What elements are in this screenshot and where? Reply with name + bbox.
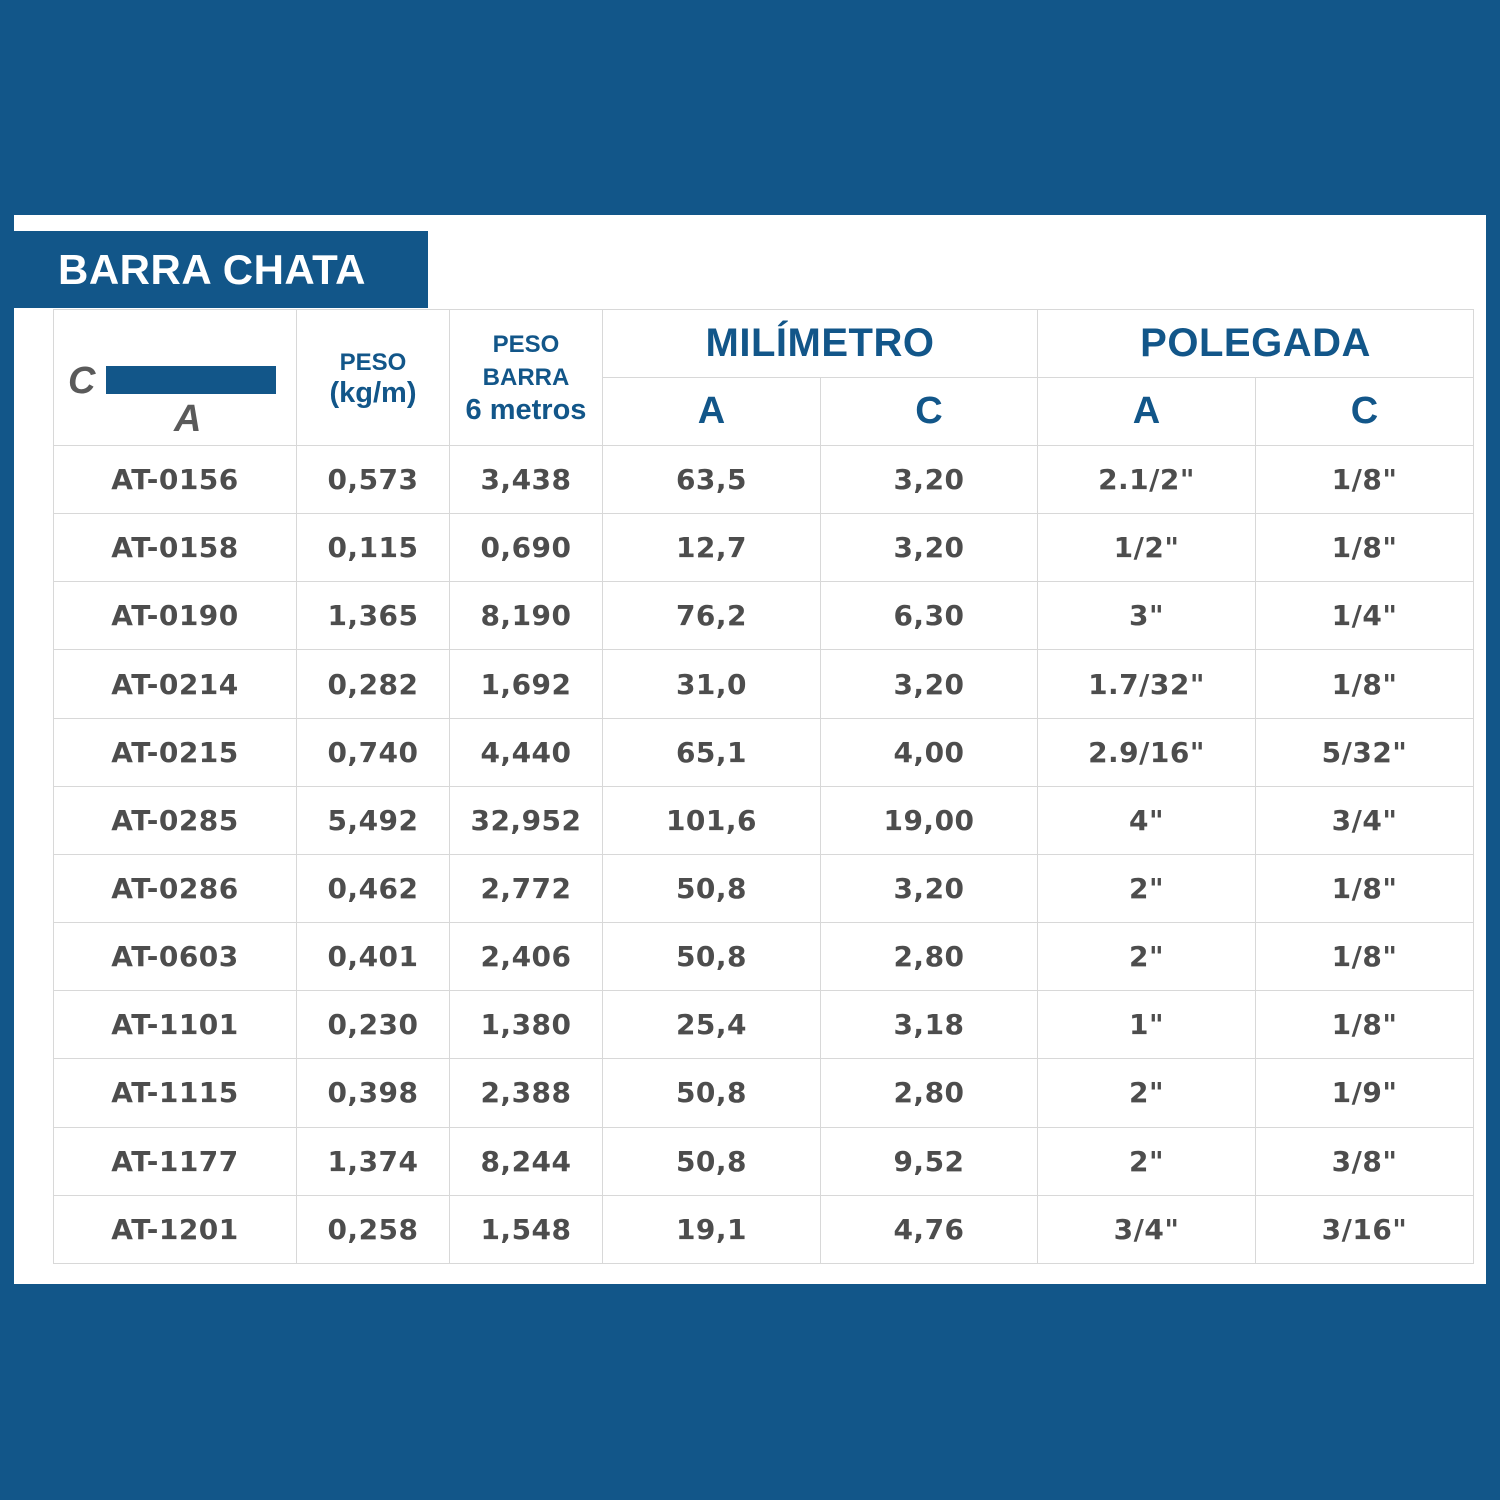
cell-code: AT-0190 [54,582,297,650]
cell-mm-c: 3,20 [821,446,1038,514]
cell-peso-barra: 8,190 [450,582,603,650]
cell-code: AT-1177 [54,1127,297,1195]
cell-code: AT-1201 [54,1195,297,1263]
cell-mm-c: 19,00 [821,786,1038,854]
cell-mm-a: 50,8 [603,854,821,922]
cell-mm-c: 9,52 [821,1127,1038,1195]
cell-pol-c: 3/8" [1256,1127,1474,1195]
cell-pol-a: 2" [1038,1059,1256,1127]
header-mm-c: C [821,378,1038,446]
header-peso-barra-line1: PESO [492,331,560,358]
content-panel [14,215,1486,1284]
cell-mm-c: 3,20 [821,650,1038,718]
cell-peso-barra: 2,406 [450,923,603,991]
cell-pol-c: 1/8" [1256,854,1474,922]
header-mm-a: A [603,378,821,446]
cell-peso: 0,258 [297,1195,450,1263]
header-peso-unit: (kg/m) [329,377,417,409]
title-tab [14,231,428,308]
cell-peso: 0,401 [297,923,450,991]
table-row [54,582,1474,650]
cell-mm-a: 50,8 [603,923,821,991]
cell-code: AT-0158 [54,514,297,582]
cell-pol-c: 1/4" [1256,582,1474,650]
table-row [54,446,1474,514]
flat-bar-profile-icon [106,366,276,394]
cell-peso-barra: 3,438 [450,446,603,514]
cell-pol-c: 5/32" [1256,718,1474,786]
header-peso [297,310,450,446]
header-row-1 [54,310,1474,378]
header-milimetro: MILÍMETRO [603,310,1038,378]
cell-pol-a: 3" [1038,582,1256,650]
cell-pol-a: 2.1/2" [1038,446,1256,514]
table-row [54,1059,1474,1127]
header-pol-c: C [1256,378,1474,446]
cell-peso: 0,462 [297,854,450,922]
cell-mm-a: 50,8 [603,1059,821,1127]
table-row [54,1195,1474,1263]
cell-peso: 0,115 [297,514,450,582]
cell-code: AT-0603 [54,923,297,991]
cell-peso-barra: 8,244 [450,1127,603,1195]
table-row [54,650,1474,718]
cell-peso: 0,573 [297,446,450,514]
cell-mm-a: 65,1 [603,718,821,786]
cell-code: AT-1115 [54,1059,297,1127]
cell-pol-a: 1.7/32" [1038,650,1256,718]
table-row [54,514,1474,582]
profile-diagram-cell [54,310,297,446]
cell-pol-c: 3/16" [1256,1195,1474,1263]
cell-mm-c: 3,20 [821,854,1038,922]
cell-peso: 0,230 [297,991,450,1059]
cell-pol-a: 2" [1038,923,1256,991]
cell-peso-barra: 1,692 [450,650,603,718]
cell-peso: 0,398 [297,1059,450,1127]
cell-mm-c: 4,76 [821,1195,1038,1263]
cell-pol-c: 1/8" [1256,991,1474,1059]
table-row [54,923,1474,991]
table-row [54,718,1474,786]
cell-peso-barra: 2,772 [450,854,603,922]
table-row [54,991,1474,1059]
header-pol-a: A [1038,378,1256,446]
cell-mm-c: 3,20 [821,514,1038,582]
cell-pol-c: 1/8" [1256,514,1474,582]
cell-pol-c: 1/9" [1256,1059,1474,1127]
table-row [54,786,1474,854]
cell-mm-a: 50,8 [603,1127,821,1195]
cell-mm-a: 19,1 [603,1195,821,1263]
cell-pol-a: 4" [1038,786,1256,854]
table-row [54,1127,1474,1195]
cell-pol-c: 3/4" [1256,786,1474,854]
cell-mm-c: 2,80 [821,923,1038,991]
cell-pol-a: 2" [1038,854,1256,922]
cell-pol-c: 1/8" [1256,923,1474,991]
cell-code: AT-0214 [54,650,297,718]
cell-peso: 0,740 [297,718,450,786]
cell-peso-barra: 1,380 [450,991,603,1059]
spec-table [53,309,1474,1264]
cell-pol-a: 2.9/16" [1038,718,1256,786]
cell-pol-a: 1" [1038,991,1256,1059]
cell-code: AT-0286 [54,854,297,922]
cell-mm-a: 101,6 [603,786,821,854]
header-peso-barra [450,310,603,446]
cell-mm-a: 76,2 [603,582,821,650]
cell-mm-c: 3,18 [821,991,1038,1059]
cell-peso: 5,492 [297,786,450,854]
cell-pol-a: 2" [1038,1127,1256,1195]
cell-code: AT-0285 [54,786,297,854]
cell-peso: 1,365 [297,582,450,650]
cell-mm-a: 25,4 [603,991,821,1059]
header-polegada: POLEGADA [1038,310,1474,378]
cell-code: AT-0156 [54,446,297,514]
diagram-c-label: C [68,360,96,402]
cell-mm-c: 2,80 [821,1059,1038,1127]
cell-pol-a: 1/2" [1038,514,1256,582]
cell-code: AT-1101 [54,991,297,1059]
diagram-a-label: A [174,398,202,440]
cell-mm-c: 6,30 [821,582,1038,650]
header-peso-barra-line3: 6 metros [465,394,587,426]
cell-peso: 1,374 [297,1127,450,1195]
cell-pol-c: 1/8" [1256,650,1474,718]
header-peso-barra-line2: BARRA [482,364,570,391]
cell-mm-a: 31,0 [603,650,821,718]
cell-mm-a: 12,7 [603,514,821,582]
cell-mm-c: 4,00 [821,718,1038,786]
cell-peso-barra: 2,388 [450,1059,603,1127]
cell-pol-a: 3/4" [1038,1195,1256,1263]
cell-peso-barra: 32,952 [450,786,603,854]
table-row [54,854,1474,922]
cell-peso: 0,282 [297,650,450,718]
cell-peso-barra: 0,690 [450,514,603,582]
cell-code: AT-0215 [54,718,297,786]
header-peso-label: PESO [339,349,407,376]
cell-peso-barra: 4,440 [450,718,603,786]
cell-peso-barra: 1,548 [450,1195,603,1263]
page-title: BARRA CHATA [58,246,367,293]
cell-pol-c: 1/8" [1256,446,1474,514]
cell-mm-a: 63,5 [603,446,821,514]
